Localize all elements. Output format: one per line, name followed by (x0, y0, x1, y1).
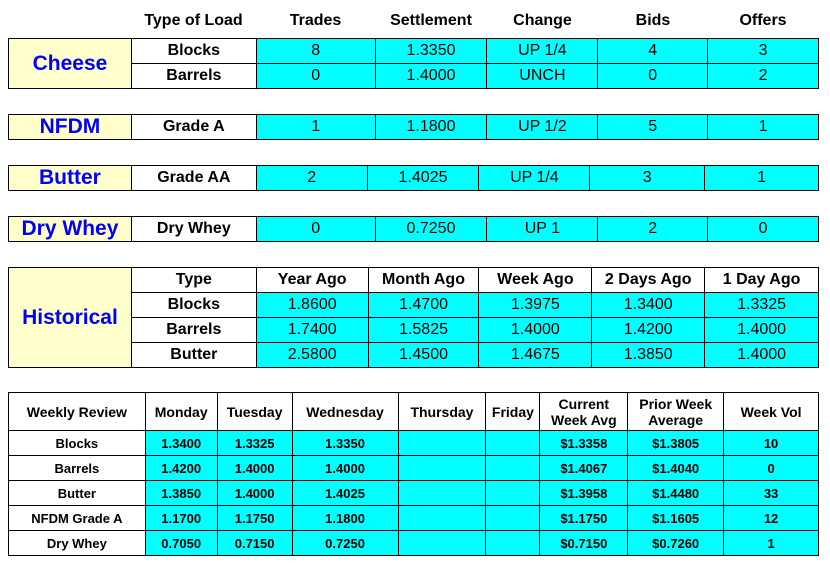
historical-cell: 1.4000 (479, 318, 592, 343)
weekly-header-monday: Monday (145, 393, 217, 431)
historical-table (8, 267, 819, 368)
butter-table (8, 165, 819, 191)
weekly-header-week-vol: Week Vol (724, 393, 819, 431)
butter-label: Butter (9, 166, 132, 191)
cheese-barrels-bids: 0 (598, 64, 708, 89)
weekly-cell: 1.1800 (292, 506, 398, 531)
historical-header-1-day-ago: 1 Day Ago (705, 268, 819, 293)
historical-header-week-ago: Week Ago (479, 268, 592, 293)
historical-cell: 1.3850 (592, 343, 705, 368)
weekly-cell: $0.7260 (628, 531, 724, 556)
historical-cell: 1.4700 (368, 293, 479, 318)
header-offers: Offers (739, 12, 787, 29)
weekly-cell (486, 431, 540, 456)
weekly-cell: 1.4000 (217, 481, 292, 506)
weekly-cell: 10 (724, 431, 819, 456)
weekly-cell: $0.7150 (540, 531, 628, 556)
weekly-cell (486, 506, 540, 531)
historical-cell: 1.3975 (479, 293, 592, 318)
weekly-cell (398, 531, 486, 556)
butter-offers: 1 (705, 166, 819, 191)
historical-header-month-ago: Month Ago (368, 268, 479, 293)
butter-change: UP 1/4 (479, 166, 590, 191)
historical-cell: 1.7400 (256, 318, 368, 343)
historical-cell: 1.4500 (368, 343, 479, 368)
historical-cell: 1.3400 (592, 293, 705, 318)
weekly-cell (486, 481, 540, 506)
historical-cell: 1.8600 (256, 293, 368, 318)
weekly-row-label: Barrels (9, 456, 146, 481)
weekly-cell: 0.7050 (145, 531, 217, 556)
dry-whey-change: UP 1 (487, 217, 598, 242)
butter-trades: 2 (256, 166, 367, 191)
butter-type: Grade AA (131, 166, 256, 191)
weekly-cell: $1.3958 (540, 481, 628, 506)
weekly-cell: 1.4000 (217, 456, 292, 481)
dry-whey-table (8, 216, 819, 242)
weekly-cell (486, 531, 540, 556)
weekly-cell: 1.3350 (292, 431, 398, 456)
weekly-cell: $1.4067 (540, 456, 628, 481)
weekly-cell: $1.1605 (628, 506, 724, 531)
weekly-cell: 0.7150 (217, 531, 292, 556)
historical-cell: 1.4200 (592, 318, 705, 343)
weekly-header-prior-week-average: Prior Week Average (628, 393, 724, 431)
header-bids: Bids (635, 12, 671, 29)
historical-cell: 1.4000 (705, 343, 819, 368)
weekly-header-friday: Friday (486, 393, 540, 431)
historical-label: Historical (9, 268, 132, 368)
weekly-cell: $1.3805 (628, 431, 724, 456)
header-settlement: Settlement (390, 12, 472, 29)
cheese-blocks-offers: 3 (708, 39, 819, 64)
historical-header-2-days-ago: 2 Days Ago (592, 268, 705, 293)
weekly-cell: 0.7250 (292, 531, 398, 556)
butter-settlement: 1.4025 (367, 166, 479, 191)
cheese-blocks-type: Blocks (131, 39, 256, 64)
dry-whey-label: Dry Whey (9, 217, 132, 242)
weekly-cell: 1.1750 (217, 506, 292, 531)
weekly-cell: 1.4200 (145, 456, 217, 481)
nfdm-change: UP 1/2 (487, 115, 598, 140)
historical-cell: 2.5800 (256, 343, 368, 368)
cheese-barrels-offers: 2 (708, 64, 819, 89)
weekly-cell (486, 456, 540, 481)
weekly-cell (398, 431, 486, 456)
nfdm-settlement: 1.1800 (375, 115, 487, 140)
weekly-header-tuesday: Tuesday (217, 393, 292, 431)
cheese-blocks-change: UP 1/4 (487, 39, 598, 64)
historical-row-type: Butter (131, 343, 256, 368)
cheese-blocks-bids: 4 (598, 39, 708, 64)
cheese-barrels-trades: 0 (256, 64, 375, 89)
weekly-cell: $1.4040 (628, 456, 724, 481)
weekly-cell (398, 456, 486, 481)
historical-cell: 1.5825 (368, 318, 479, 343)
nfdm-type: Grade A (131, 115, 256, 140)
weekly-cell: 1.3400 (145, 431, 217, 456)
historical-header-year-ago: Year Ago (256, 268, 368, 293)
weekly-header-current-week-avg: Current Week Avg (540, 393, 628, 431)
weekly-header-thursday: Thursday (398, 393, 486, 431)
weekly-cell: 1.4000 (292, 456, 398, 481)
cheese-barrels-settlement: 1.4000 (375, 64, 487, 89)
weekly-review-table (8, 392, 819, 556)
weekly-cell: $1.4480 (628, 481, 724, 506)
weekly-cell: 0 (724, 456, 819, 481)
historical-cell: 1.3325 (705, 293, 819, 318)
weekly-cell: $1.1750 (540, 506, 628, 531)
weekly-cell: $1.3358 (540, 431, 628, 456)
historical-header-type: Type (131, 268, 256, 293)
weekly-cell: 1 (724, 531, 819, 556)
nfdm-label: NFDM (9, 115, 132, 140)
header-type-of-load: Type of Load (144, 12, 243, 29)
weekly-row-label: NFDM Grade A (9, 506, 146, 531)
nfdm-offers: 1 (708, 115, 819, 140)
weekly-row-label: Butter (9, 481, 146, 506)
nfdm-trades: 1 (256, 115, 375, 140)
cheese-blocks-settlement: 1.3350 (375, 39, 487, 64)
weekly-header-review: Weekly Review (9, 393, 146, 431)
dry-whey-settlement: 0.7250 (375, 217, 487, 242)
historical-cell: 1.4000 (705, 318, 819, 343)
historical-row-type: Barrels (131, 318, 256, 343)
weekly-cell (398, 506, 486, 531)
header-change: Change (513, 12, 572, 29)
cheese-label: Cheese (9, 39, 132, 89)
weekly-cell: 1.4025 (292, 481, 398, 506)
weekly-header-wednesday: Wednesday (292, 393, 398, 431)
weekly-row-label: Blocks (9, 431, 146, 456)
cheese-blocks-trades: 8 (256, 39, 375, 64)
dry-whey-trades: 0 (256, 217, 375, 242)
header-trades: Trades (289, 12, 342, 29)
cheese-barrels-type: Barrels (131, 64, 256, 89)
weekly-cell (398, 481, 486, 506)
nfdm-bids: 5 (598, 115, 708, 140)
weekly-cell: 1.3325 (217, 431, 292, 456)
weekly-cell: 1.1700 (145, 506, 217, 531)
historical-row-type: Blocks (131, 293, 256, 318)
weekly-cell: 12 (724, 506, 819, 531)
historical-cell: 1.4675 (479, 343, 592, 368)
dry-whey-bids: 2 (598, 217, 708, 242)
weekly-cell: 1.3850 (145, 481, 217, 506)
dry-whey-type: Dry Whey (131, 217, 256, 242)
cheese-barrels-change: UNCH (487, 64, 598, 89)
butter-bids: 3 (590, 166, 705, 191)
nfdm-table (8, 114, 819, 140)
dry-whey-offers: 0 (708, 217, 819, 242)
weekly-row-label: Dry Whey (9, 531, 146, 556)
weekly-cell: 33 (724, 481, 819, 506)
cheese-table (8, 38, 819, 89)
